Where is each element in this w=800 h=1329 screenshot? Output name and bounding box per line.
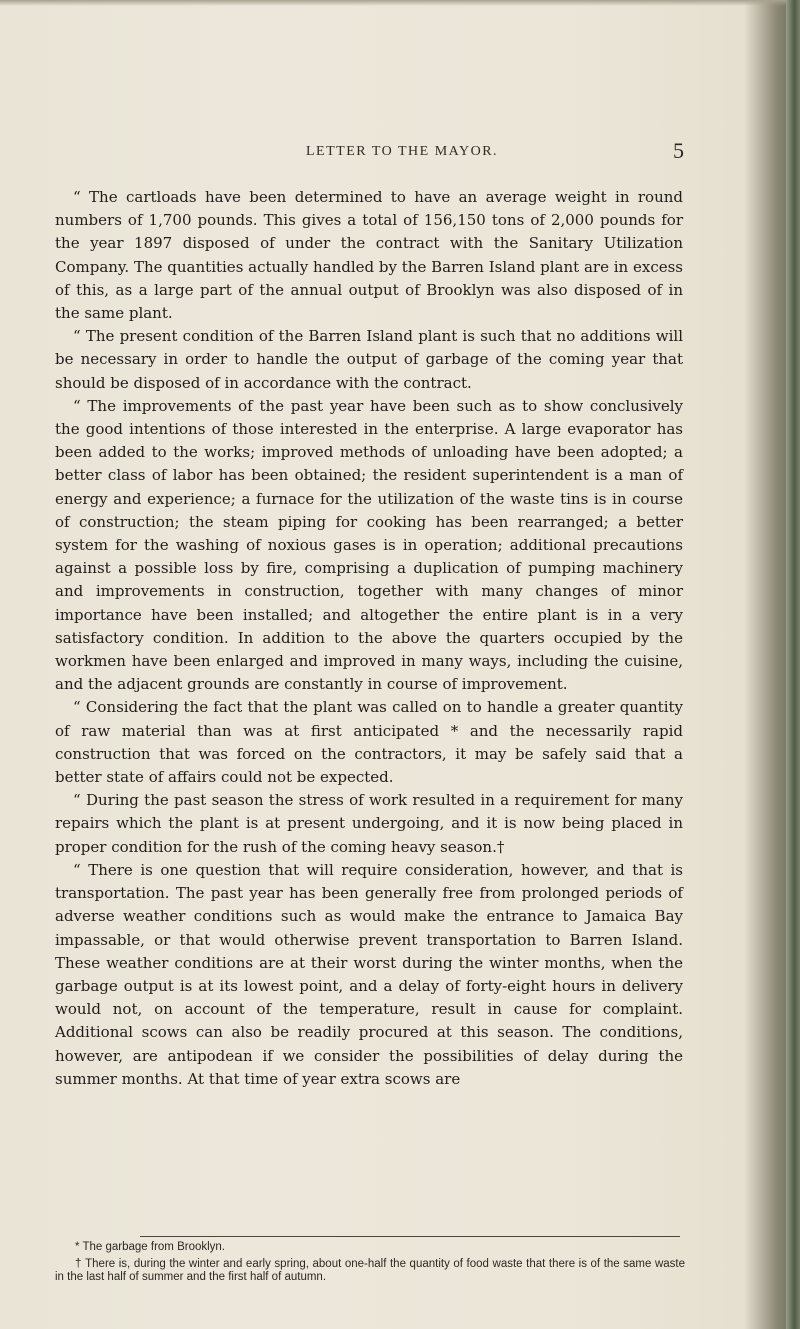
paragraph-present-condition: “ The present condition of the Barren Island plant is such that no additions will be necessary in order to handle the output of garbage of the coming year that should be disposed of in accordance with the contract. (55, 327, 683, 392)
paragraph-past-season: “ During the past season the stress of work resulted in a requirement for many repairs which the plant is at present undergoing, and it is now being placed in proper condition for the rush of the coming heavy season.† (55, 791, 683, 856)
paragraph-improvements: “ The improvements of the past year have been such as to show conclusively the good intentions of those interested in the enterprise. A large evaporator has been added to the works; improved methods of unloading have been adopted; a better class of labor has been obtained; the resident superintendent is a man of energy and experience; a furnace for the utilization of the waste tins is in course of construction; the steam piping for cooking has been rearranged; a better system for the washing of noxious gases is in operation; additional precautions against a possible loss by fire, comprising a duplication of pumping machinery and improvements in construction, together with many changes of minor importance have been installed; and altogether the entire plant is in a very satisfactory condition. In addition to the above the quarters occupied by the workmen have been enlarged and improved in many ways, including the cuisine, and the adjacent grounds are constantly in course of improvement. (55, 396, 683, 694)
footnotes (55, 1241, 685, 1285)
footnote-asterisk: * The garbage from Brooklyn. (75, 1241, 226, 1253)
page-binding-edge (786, 0, 800, 1329)
running-head: LETTER TO THE MAYOR. (306, 144, 499, 159)
page-number: 5 (673, 138, 684, 163)
paragraph-transportation: “ There is one question that will require consideration, however, and that is transportation. The past year has been generally free from prolonged periods of adverse weather conditions such as would make the entrance to Jamaica Bay impassable, or that would otherwise prevent transportation to Barren Island. These weather conditions are at their worst during the winter months, when the garbage output is at its lowest point, and a delay of forty-eight hours in delivery would not, on account of the temperature, result in cause for complaint. Additional scows can also be readily procured at this season. The conditions, however, are antipodean if we consider the possibilities of delay during the summer months. At that time of year extra scows are (55, 860, 683, 1088)
footnote-divider (140, 1236, 680, 1237)
body-text (55, 186, 683, 1091)
page-header (0, 140, 800, 164)
footnote-dagger: † There is, during the winter and early spring, about one-half the quantity of food waste that there is of the same waste in the last half of summer and the first half of autumn. (55, 1257, 685, 1283)
page-top-shadow (0, 0, 800, 6)
paragraph-considering: “ Considering the fact that the plant was called on to handle a greater quantity of raw material than was at first anticipated * and the necessarily rapid construction that was forced on the contractors, it may be safely said that a better state of affairs could not be expected. (55, 698, 683, 787)
paragraph-cartloads: “ The cartloads have been determined to have an average weight in round numbers of 1,700 pounds. This gives a total of 156,150 tons of 2,000 pounds for the year 1897 disposed of under the contract with the Sanitary Utilization Company. The quantities actually handled by the Barren Island plant are in excess of this, as a large part of the annual output of Brooklyn was also disposed of in the same plant. (55, 188, 683, 323)
